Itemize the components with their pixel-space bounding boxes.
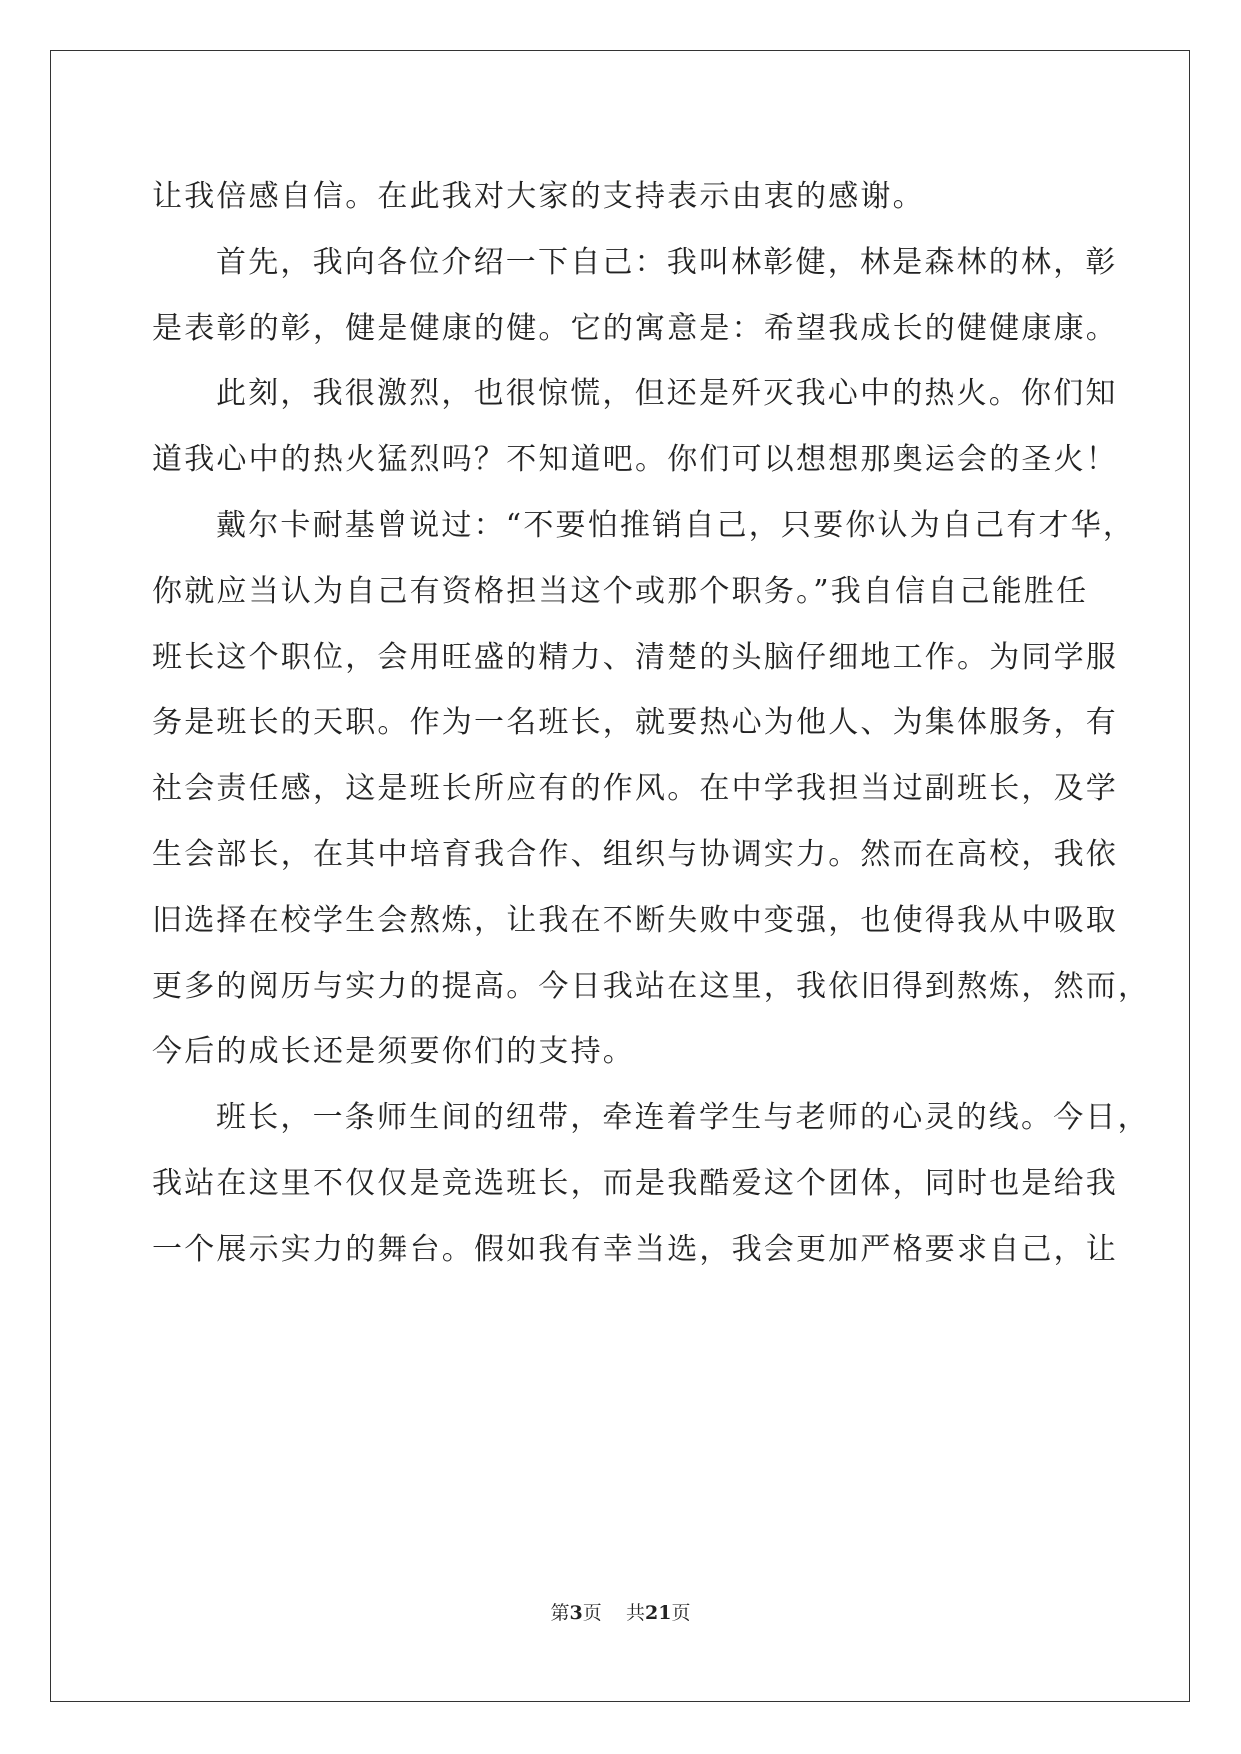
text-line: 今后的成长还是须要你们的支持。 — [152, 1034, 635, 1070]
text-line: 我站在这里不仅仅是竞选班长，而是我酷爱这个团体，同时也是给我 — [152, 1165, 1118, 1201]
text-line: 班长，一条师生间的纽带，牵连着学生与老师的心灵的线。今日， — [216, 1100, 1150, 1136]
total-suffix: 页 — [671, 1602, 691, 1624]
text-line: 此刻，我很激烈，也很惊慌，但还是歼灭我心中的热火。你们知 — [216, 376, 1118, 412]
page-number: 3 — [569, 1602, 583, 1624]
text-line: 更多的阅历与实力的提高。今日我站在这里，我依旧得到熬炼，然而， — [152, 968, 1151, 1004]
text-line: 首先，我向各位介绍一下自己：我叫林彰健，林是森林的林，彰 — [216, 244, 1118, 280]
text-line: 你就应当认为自己有资格担当这个或那个职务。”我自信自己能胜任 — [152, 573, 1089, 609]
page-prefix: 第 — [550, 1602, 570, 1624]
text-line: 让我倍感自信。在此我对大家的支持表示由衷的感谢。 — [152, 179, 925, 214]
total-pages: 21 — [644, 1602, 672, 1624]
text-line: 班长这个职位，会用旺盛的精力、清楚的头脑仔细地工作。为同学服 — [152, 639, 1118, 675]
text-line: 生会部长，在其中培育我合作、组织与协调实力。然而在高校，我依 — [152, 836, 1118, 872]
text-line: 社会责任感，这是班长所应有的作风。在中学我担当过副班长，及学 — [152, 771, 1118, 807]
text-line: 戴尔卡耐基曾说过：“不要怕推销自己，只要你认为自己有才华， — [216, 507, 1136, 543]
text-line: 一个展示实力的舞台。假如我有幸当选，我会更加严格要求自己，让 — [152, 1231, 1118, 1267]
document-body — [152, 164, 1151, 1283]
page-suffix: 页 — [582, 1602, 602, 1624]
text-line: 道我心中的热火猛烈吗？不知道吧。你们可以想想那奥运会的圣火！ — [152, 442, 1118, 478]
total-prefix: 共 — [625, 1602, 645, 1624]
text-line: 务是班长的天职。作为一名班长，就要热心为他人、为集体服务，有 — [152, 705, 1118, 741]
page-footer — [0, 1598, 1241, 1625]
text-line: 旧选择在校学生会熬炼，让我在不断失败中变强，也使得我从中吸取 — [152, 902, 1118, 938]
text-line: 是表彰的彰，健是健康的健。它的寓意是：希望我成长的健健康康。 — [152, 310, 1118, 346]
